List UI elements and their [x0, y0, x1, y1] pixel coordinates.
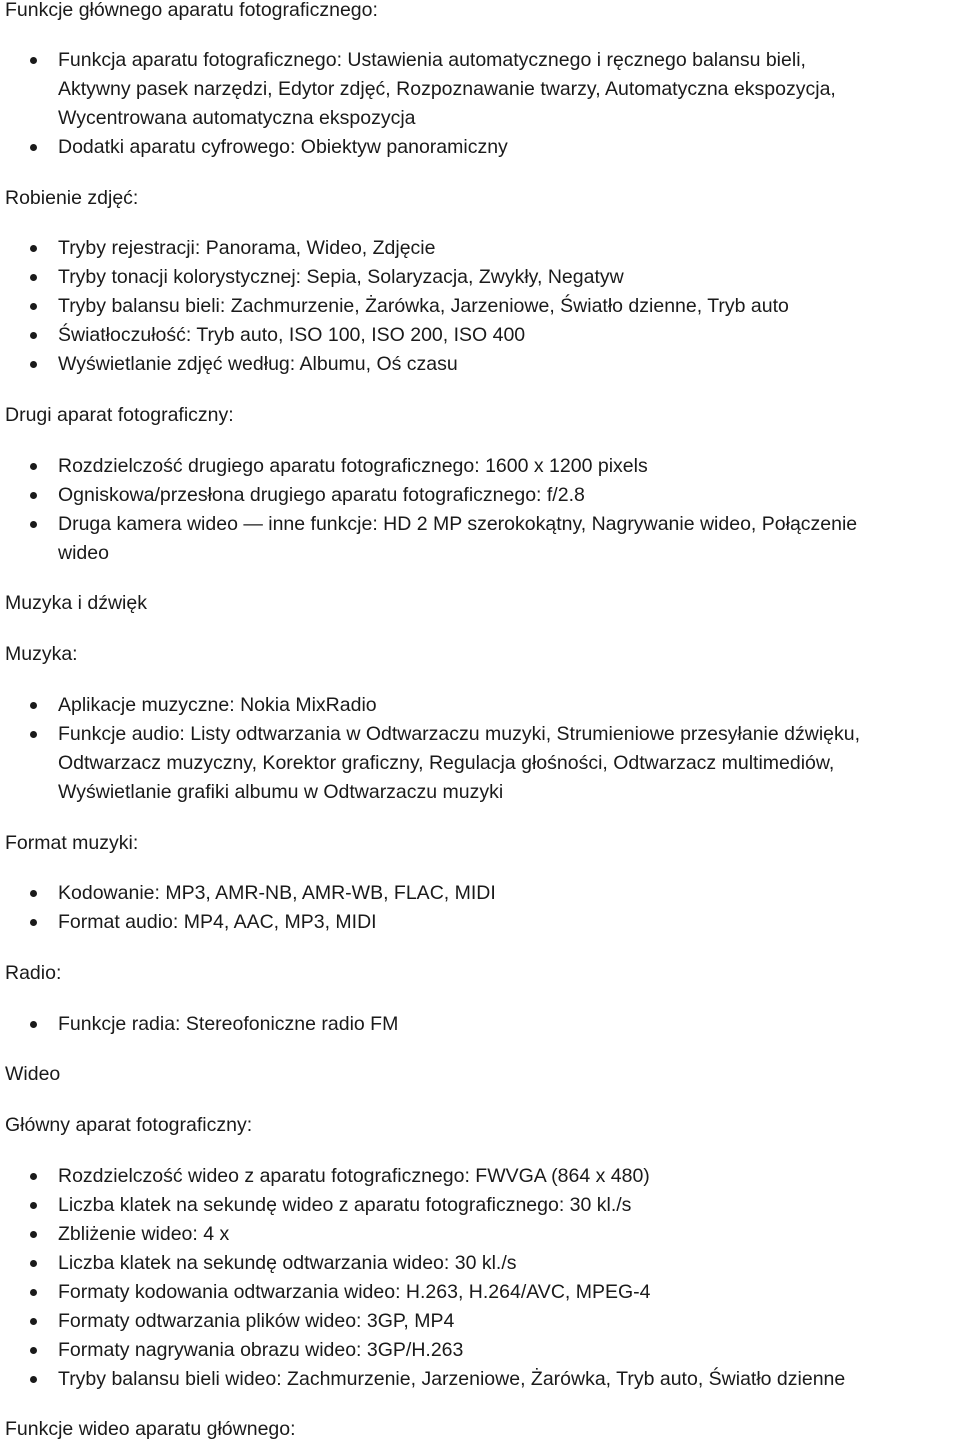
list-item: Funkcje audio: Listy odtwarzania w Odtwarzaczu muzyki, Strumieniowe przesyłanie dźwięku, Odtwarzacz muzyczny, Korektor graficzny, Regulacja głośności, Odtwarzacz multimediów, Wyświetlanie grafiki albumu w Odtwarzaczu muzyki [58, 720, 956, 807]
list-item: Aplikacje muzyczne: Nokia MixRadio [58, 691, 956, 720]
bullet-icon [30, 332, 37, 339]
bullet-icon [30, 731, 37, 738]
bullet-icon [30, 463, 37, 470]
bullet-icon [30, 245, 37, 252]
bullet-icon [30, 1318, 37, 1325]
list-item: Ogniskowa/przesłona drugiego aparatu fotograficznego: f/2.8 [58, 481, 956, 510]
bullet-icon [30, 702, 37, 709]
bullet-icon [30, 361, 37, 368]
list-item: Liczba klatek na sekundę wideo z aparatu fotograficznego: 30 kl./s [58, 1191, 956, 1220]
bullet-icon [30, 1231, 37, 1238]
list-item: Format audio: MP4, AAC, MP3, MIDI [58, 908, 956, 937]
list-item: Tryby tonacji kolorystycznej: Sepia, Solaryzacja, Zwykły, Negatyw [58, 263, 956, 292]
list-item: Tryby rejestracji: Panorama, Wideo, Zdjęcie [58, 234, 956, 263]
list-item: Formaty kodowania odtwarzania wideo: H.263, H.264/AVC, MPEG-4 [58, 1278, 956, 1307]
section-heading: Funkcje wideo aparatu głównego: [5, 1418, 296, 1440]
section-heading: Format muzyki: [5, 832, 139, 854]
bullet-icon [30, 57, 37, 64]
bullet-icon [30, 492, 37, 499]
list-item: Kodowanie: MP3, AMR-NB, AMR-WB, FLAC, MIDI [58, 879, 956, 908]
bullet-list [58, 46, 956, 162]
section-heading: Muzyka: [5, 643, 78, 665]
bullet-icon [30, 919, 37, 926]
bullet-icon [30, 1289, 37, 1296]
bullet-list [58, 879, 956, 937]
bullet-icon [30, 1347, 37, 1354]
list-item: Dodatki aparatu cyfrowego: Obiektyw panoramiczny [58, 133, 956, 162]
list-item: Zbliżenie wideo: 4 x [58, 1220, 956, 1249]
bullet-list [58, 1162, 956, 1394]
bullet-icon [30, 1260, 37, 1267]
bullet-list [58, 1010, 956, 1039]
list-item: Druga kamera wideo — inne funkcje: HD 2 MP szerokokątny, Nagrywanie wideo, Połączenie wideo [58, 510, 956, 568]
bullet-icon [30, 1173, 37, 1180]
list-item: Funkcja aparatu fotograficznego: Ustawienia automatycznego i ręcznego balansu bieli, Aktywny pasek narzędzi, Edytor zdjęć, Rozpoznawanie twarzy, Automatyczna ekspozycja, Wycentrowana automatyczna ekspozycja [58, 46, 956, 133]
list-item: Tryby balansu bieli wideo: Zachmurzenie, Jarzeniowe, Żarówka, Tryb auto, Światło dzienne [58, 1365, 956, 1394]
list-item: Rozdzielczość wideo z aparatu fotograficznego: FWVGA (864 x 480) [58, 1162, 956, 1191]
list-item: Rozdzielczość drugiego aparatu fotograficznego: 1600 x 1200 pixels [58, 452, 956, 481]
section-heading: Robienie zdjęć: [5, 187, 139, 209]
bullet-list [58, 452, 956, 568]
bullet-icon [30, 303, 37, 310]
section-heading: Radio: [5, 962, 62, 984]
bullet-list [58, 691, 956, 807]
bullet-icon [30, 521, 37, 528]
list-item: Światłoczułość: Tryb auto, ISO 100, ISO 200, ISO 400 [58, 321, 956, 350]
bullet-icon [30, 1202, 37, 1209]
bullet-icon [30, 274, 37, 281]
section-heading: Główny aparat fotograficzny: [5, 1114, 253, 1136]
section-heading: Drugi aparat fotograficzny: [5, 404, 234, 426]
list-item: Liczba klatek na sekundę odtwarzania wideo: 30 kl./s [58, 1249, 956, 1278]
bullet-list [58, 234, 956, 379]
section-heading: Muzyka i dźwięk [5, 592, 147, 614]
bullet-icon [30, 890, 37, 897]
section-heading: Funkcje głównego aparatu fotograficznego: [5, 0, 378, 21]
bullet-icon [30, 144, 37, 151]
list-item: Wyświetlanie zdjęć według: Albumu, Oś czasu [58, 350, 956, 379]
bullet-icon [30, 1376, 37, 1383]
list-item: Formaty odtwarzania plików wideo: 3GP, MP4 [58, 1307, 956, 1336]
section-heading: Wideo [5, 1063, 61, 1085]
list-item: Tryby balansu bieli: Zachmurzenie, Żarówka, Jarzeniowe, Światło dzienne, Tryb auto [58, 292, 956, 321]
list-item: Funkcje radia: Stereofoniczne radio FM [58, 1010, 956, 1039]
list-item: Formaty nagrywania obrazu wideo: 3GP/H.263 [58, 1336, 956, 1365]
bullet-icon [30, 1021, 37, 1028]
